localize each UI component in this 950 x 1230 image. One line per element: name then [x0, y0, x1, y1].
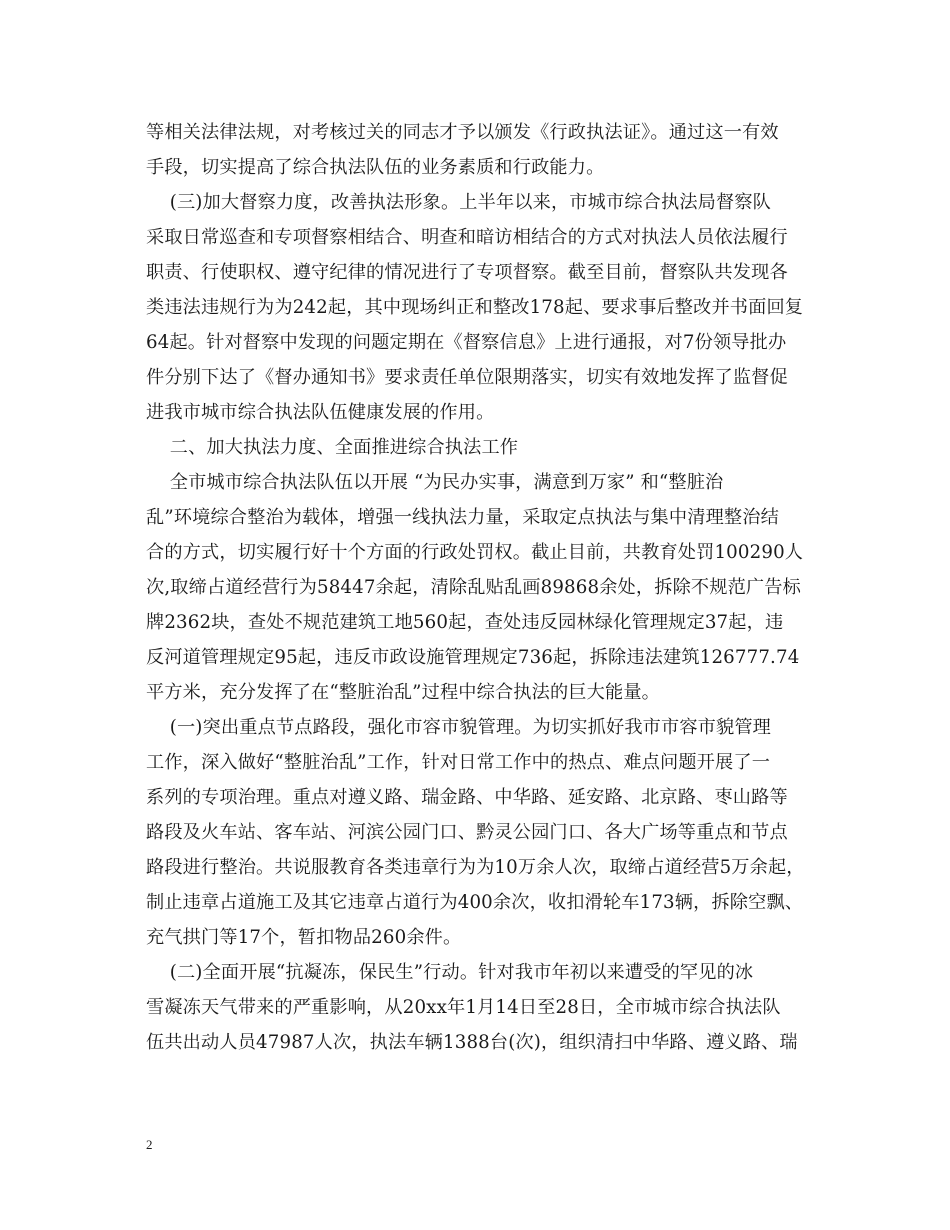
text-line: (二)全面开展“抗凝冻，保民生”行动。针对我市年初以来遭受的罕见的冰: [146, 962, 754, 983]
text-line: 合的方式，切实履行好十个方面的行政处罚权。截止目前，共教育处罚100290人: [146, 542, 804, 563]
text-line: 手段，切实提高了综合执法队伍的业务素质和行政能力。: [146, 157, 605, 178]
body-text: [146, 115, 805, 1060]
text-line: 伍共出动人员47987人次，执法车辆1388台(次)，组织清扫中华路、遵义路、瑞: [146, 1032, 798, 1053]
text-line: 牌2362块，查处不规范建筑工地560起，查处违反园林绿化管理规定37起，违: [146, 612, 784, 633]
text-line: 乱”环境综合整治为载体，增强一线执法力量，采取定点执法与集中清理整治结: [146, 507, 779, 528]
text-line: 类违法违规行为为242起，其中现场纠正和整改178起、要求事后整改并书面回复: [146, 297, 804, 318]
text-line: 雪凝冻天气带来的严重影响，从20xx年1月14日至28日，全市城市综合执法队: [146, 997, 781, 1018]
text-line: 件分别下达了《督办通知书》要求责任单位限期落实，切实有效地发挥了监督促: [146, 367, 788, 388]
text-line: 等相关法律法规，对考核过关的同志才予以颁发《行政执法证》。通过这一有效: [146, 122, 779, 143]
text-line: 64起。针对督察中发现的问题定期在《督察信息》上进行通报，对7份领导批办: [146, 332, 787, 353]
text-line: 进我市城市综合执法队伍健康发展的作用。: [146, 402, 495, 423]
text-line: 充气拱门等17个，暂扣物品260余件。: [146, 927, 462, 948]
text-line: 职责、行使职权、遵守纪律的情况进行了专项督察。截至目前，督察队共发现各: [146, 262, 788, 283]
page-number: 2: [146, 1137, 153, 1152]
text-line: 次,取缔占道经营行为58447余起，清除乱贴乱画89868余处，拆除不规范广告标: [146, 577, 801, 598]
text-line: (三)加大督察力度，改善执法形象。上半年以来，市城市综合执法局督察队: [146, 192, 772, 213]
text-line: 路段进行整治。共说服教育各类违章行为为10万余人次，取缔占道经营5万余起，: [146, 857, 805, 878]
text-line: 反河道管理规定95起，违反市政设施管理规定736起，拆除违法建筑126777.74: [146, 647, 800, 668]
text-line: (一)突出重点节点路段，强化市容市貌管理。为切实抓好我市市容市貌管理: [146, 717, 772, 738]
text-line: 平方米，充分发挥了在“整脏治乱”过程中综合执法的巨大能量。: [146, 682, 661, 703]
text-line: 系列的专项治理。重点对遵义路、瑞金路、中华路、延安路、北京路、枣山路等: [146, 787, 788, 808]
text-line: 全市城市综合执法队伍以开展 “为民办实事，满意到万家” 和“整脏治: [146, 472, 724, 493]
section-heading: 二、加大执法力度、全面推进综合执法工作: [146, 437, 519, 458]
text-line: 制止违章占道施工及其它违章占道行为400余次，收扣滑轮车173辆，拆除空飘、: [146, 892, 804, 913]
text-line: 工作，深入做好“整脏治乱”工作，针对日常工作中的热点、难点问题开展了一: [146, 752, 771, 773]
text-line: 路段及火车站、客车站、河滨公园门口、黔灵公园门口、各大广场等重点和节点: [146, 822, 788, 843]
text-line: 采取日常巡查和专项督察相结合、明查和暗访相结合的方式对执法人员依法履行: [146, 227, 788, 248]
